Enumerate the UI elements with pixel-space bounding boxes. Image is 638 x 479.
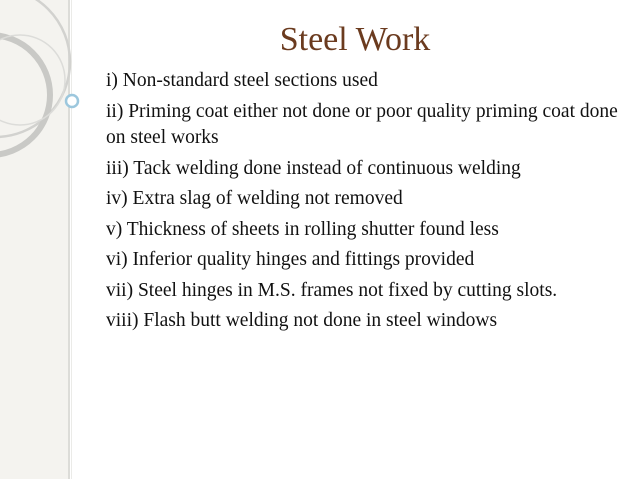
list-item: ii) Priming coat either not done or poor quality priming coat done on steel works [106,100,618,148]
list-item: iv) Extra slag of welding not removed [106,188,403,209]
list-item: vi) Inferior quality hinges and fittings provided [106,249,475,270]
decor-ring-outer [0,0,70,137]
list-item: v) Thickness of sheets in rolling shutter found less [106,218,499,240]
bullet-list [106,68,626,339]
list-item: iii) Tack welding done instead of continuous welding [106,157,521,179]
list-item: viii) Flash butt welding not done in steel windows [106,310,498,331]
decor-accent-dot [66,95,78,107]
list-item: vii) Steel hinges in M.S. frames not fixed by cutting slots. [106,279,558,301]
list-item: i) Non-standard steel sections used [106,70,378,91]
slide-title: Steel Work [279,21,431,58]
